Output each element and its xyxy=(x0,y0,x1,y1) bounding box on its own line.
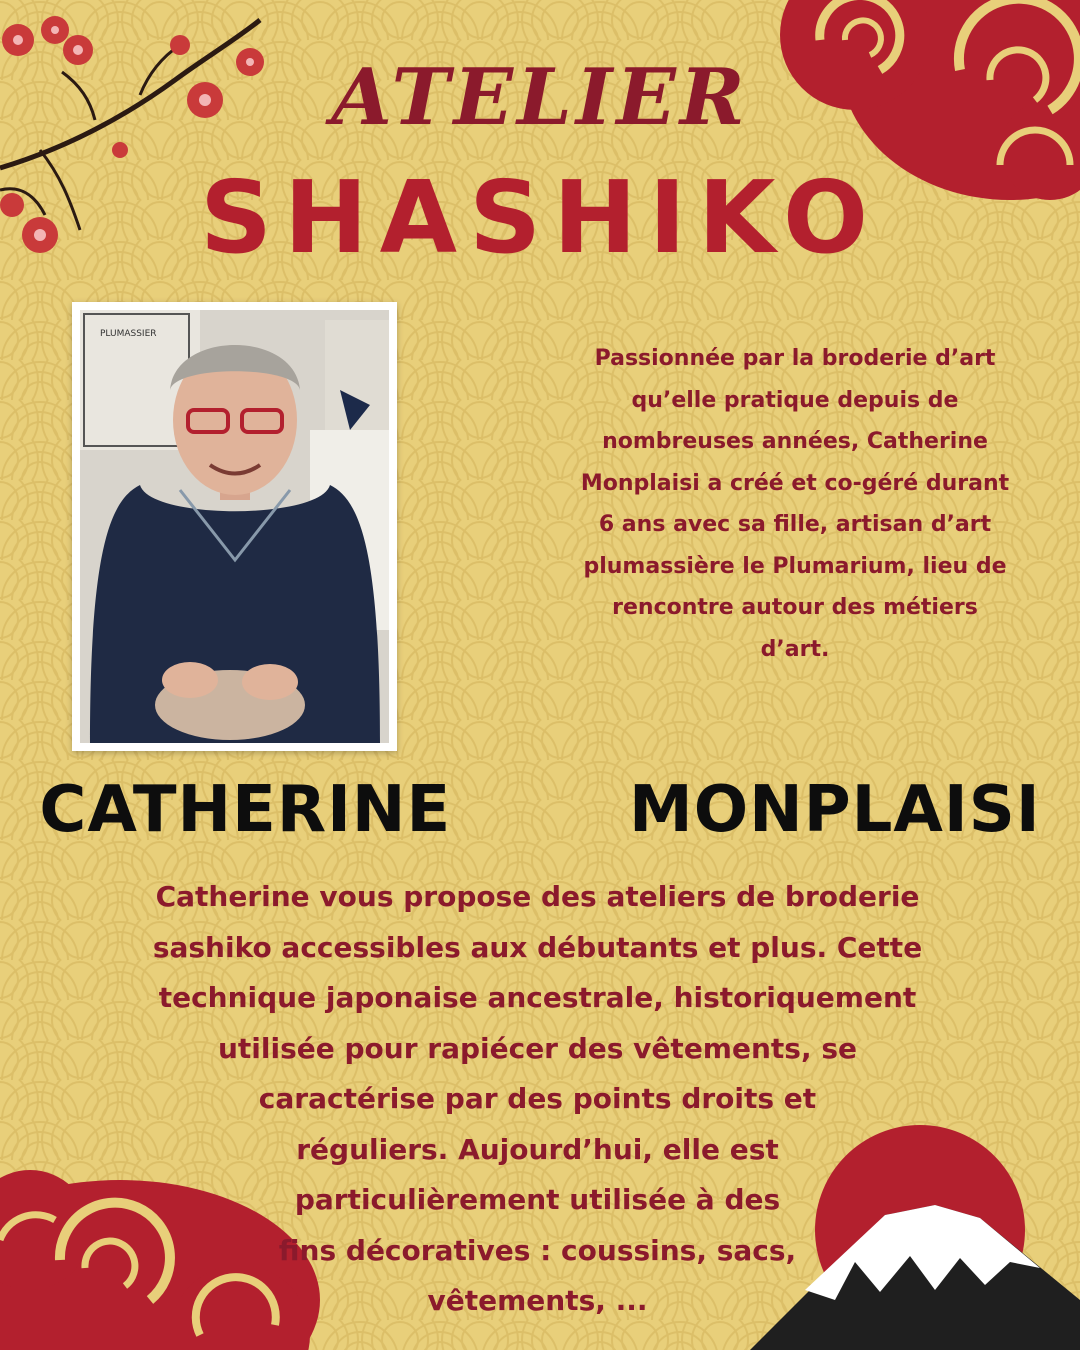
intro-line: Monplaisi a créé et co-géré durant xyxy=(580,470,1010,496)
description-line: utilisée pour rapiécer des vêtements, se xyxy=(217,1031,857,1065)
intro-line: 6 ans avec sa fille, artisan d’art xyxy=(598,512,992,537)
description-line: vêtements, ... xyxy=(427,1284,648,1317)
intro-line: qu’elle pratique depuis de xyxy=(631,387,959,413)
poster-text: PLUMASSIER xyxy=(100,329,157,339)
intro-line: d’art. xyxy=(760,636,830,662)
description-line: particulièrement utilisée à des xyxy=(294,1183,781,1216)
description-line: réguliers. Aujourd’hui, elle est xyxy=(296,1132,779,1166)
description-line: Catherine vous propose des ateliers de broderie xyxy=(155,880,920,913)
portrait-photo xyxy=(80,310,389,743)
portrait-photo-frame xyxy=(72,302,397,751)
title-line-shashiko: SHASHIKO xyxy=(199,159,881,276)
intro-line: rencontre autour des métiers xyxy=(612,595,978,620)
description-line: sashiko accessibles aux débutants et plus. Cette xyxy=(152,930,923,964)
description-line: caractérise par des points droits et xyxy=(258,1082,817,1115)
intro-line: Passionnée par la broderie d’art xyxy=(594,346,996,371)
artist-name: CATHERINE MONPLAISI xyxy=(39,773,1041,847)
intro-line: plumassière le Plumarium, lieu de xyxy=(583,553,1007,579)
title-line-atelier: ATELIER xyxy=(331,52,749,143)
intro-line: nombreuses années, Catherine xyxy=(602,429,988,454)
intro-paragraph xyxy=(530,338,1060,670)
description-line: fins décoratives : coussins, sacs, xyxy=(278,1233,797,1267)
description-line: technique japonaise ancestrale, historiquement xyxy=(158,981,917,1014)
description-paragraph xyxy=(60,872,1015,1327)
